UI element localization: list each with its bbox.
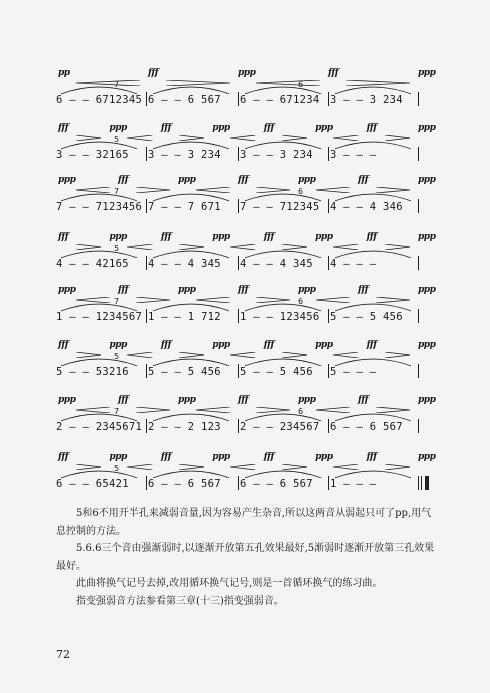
diminuendo-hairpin bbox=[282, 455, 307, 461]
notes-text bbox=[56, 505, 436, 610]
slur bbox=[60, 244, 138, 256]
crescendo-hairpin bbox=[196, 288, 230, 294]
final-bar-thin bbox=[421, 476, 422, 490]
bar-line bbox=[146, 309, 147, 323]
dynamic-mark: ppp bbox=[418, 232, 436, 242]
slur bbox=[152, 464, 230, 476]
measure-notes: 5 — — 5 456 bbox=[240, 366, 313, 378]
measure-notes: 6 — — 6 567 bbox=[148, 94, 221, 106]
measure-notes: 7 — — 7123456 bbox=[56, 201, 143, 213]
measure-notes: 4 — — 4 345 bbox=[240, 258, 313, 270]
dynamic-mark: fff bbox=[148, 68, 159, 78]
dynamic-mark: ppp bbox=[58, 395, 76, 405]
measure-notes: 6 — — 6712345 bbox=[56, 94, 143, 106]
bar-line bbox=[146, 476, 147, 490]
staff-row bbox=[0, 340, 490, 392]
crescendo-hairpin bbox=[333, 126, 358, 132]
bar-line bbox=[328, 92, 329, 106]
crescendo-hairpin bbox=[196, 398, 230, 404]
measure-notes: 1 — — 1 712 bbox=[148, 311, 221, 323]
diminuendo-hairpin bbox=[256, 398, 290, 404]
diminuendo-hairpin bbox=[376, 288, 410, 294]
dynamic-mark: ppp bbox=[58, 175, 76, 185]
bar-line bbox=[238, 92, 239, 106]
dynamic-mark: ppp bbox=[315, 123, 333, 133]
measure-notes: 1 — — 123456 bbox=[240, 311, 320, 323]
tuplet-number: 6 bbox=[298, 80, 304, 89]
diminuendo-hairpin bbox=[179, 343, 204, 349]
bar-line bbox=[238, 419, 239, 433]
measure-notes: 5 — — 53216 bbox=[56, 366, 129, 378]
dynamic-mark: ppp bbox=[238, 68, 256, 78]
slur bbox=[60, 407, 138, 419]
dynamic-mark: ppp bbox=[109, 232, 127, 242]
crescendo-hairpin bbox=[196, 178, 230, 184]
dynamic-mark: fff bbox=[238, 175, 249, 185]
bar-line bbox=[328, 199, 329, 213]
dynamic-mark: fff bbox=[366, 232, 377, 242]
dynamic-mark: fff bbox=[366, 340, 377, 350]
slur bbox=[334, 407, 412, 419]
dynamic-mark: fff bbox=[118, 175, 129, 185]
dynamic-mark: ppp bbox=[315, 340, 333, 350]
note-paragraph-3: 此曲将换气记号去掉,改用循环换气记号,则是一首循环换气的练习曲。 bbox=[76, 578, 383, 589]
diminuendo-hairpin bbox=[346, 71, 410, 77]
slur bbox=[334, 187, 412, 199]
diminuendo-hairpin bbox=[376, 398, 410, 404]
dynamic-mark: ppp bbox=[178, 395, 196, 405]
measure-notes: 5 — — 5 456 bbox=[148, 366, 221, 378]
slur bbox=[334, 135, 412, 147]
diminuendo-hairpin bbox=[76, 235, 101, 241]
measure-notes: 3 — — 3 234 bbox=[330, 94, 403, 106]
crescendo-hairpin bbox=[127, 126, 152, 132]
slur bbox=[334, 352, 412, 364]
tuplet-number: 5 bbox=[114, 135, 120, 144]
tuplet-number: 7 bbox=[114, 80, 120, 89]
staff-row bbox=[0, 68, 490, 120]
tuplet-number: 6 bbox=[298, 187, 304, 196]
note-paragraph-4: 指变强弱音方法参看第三章(十三)指变强弱音。 bbox=[76, 595, 284, 607]
dynamic-mark: fff bbox=[263, 452, 274, 462]
diminuendo-hairpin bbox=[76, 343, 101, 349]
tuplet-number: 7 bbox=[114, 297, 120, 306]
measure-notes: 6 — — 6 567 bbox=[330, 421, 403, 433]
bar-line bbox=[328, 147, 329, 161]
dynamic-mark: fff bbox=[118, 395, 129, 405]
bar-line bbox=[418, 199, 419, 213]
dynamic-mark: ppp bbox=[212, 340, 230, 350]
dynamic-mark: fff bbox=[58, 340, 69, 350]
slur bbox=[334, 297, 412, 309]
dynamic-mark: fff bbox=[358, 175, 369, 185]
crescendo-hairpin bbox=[256, 71, 320, 77]
dynamic-mark: fff bbox=[366, 452, 377, 462]
bar-line bbox=[328, 256, 329, 270]
measure-notes: 3 — — 3 234 bbox=[148, 149, 221, 161]
measure-notes: 7 — — 7 671 bbox=[148, 201, 221, 213]
measure-notes: 7 — — 712345 bbox=[240, 201, 320, 213]
diminuendo-hairpin bbox=[385, 343, 410, 349]
dynamic-mark: ppp bbox=[109, 452, 127, 462]
note-paragraph-1: 5和6不用开半孔来减弱音量,因为容易产生杂音,所以这两音从弱起只可了pp,用气息控制的方法。 bbox=[56, 508, 432, 537]
bar-line bbox=[418, 92, 419, 106]
staff-row bbox=[0, 175, 490, 227]
diminuendo-hairpin bbox=[256, 288, 290, 294]
tuplet-number: 6 bbox=[298, 297, 304, 306]
crescendo-hairpin bbox=[316, 178, 350, 184]
measure-notes: 6 — — 6 567 bbox=[148, 478, 221, 490]
dynamic-mark: fff bbox=[58, 123, 69, 133]
measure-notes: 1 — — — bbox=[330, 478, 377, 490]
crescendo-hairpin bbox=[333, 235, 358, 241]
dynamic-mark: fff bbox=[160, 232, 171, 242]
dynamic-mark: fff bbox=[58, 452, 69, 462]
diminuendo-hairpin bbox=[282, 126, 307, 132]
diminuendo-hairpin bbox=[282, 235, 307, 241]
diminuendo-hairpin bbox=[179, 235, 204, 241]
bar-line bbox=[146, 92, 147, 106]
slur bbox=[244, 187, 322, 199]
dynamic-mark: fff bbox=[238, 285, 249, 295]
diminuendo-hairpin bbox=[76, 455, 101, 461]
crescendo-hairpin bbox=[127, 455, 152, 461]
diminuendo-hairpin bbox=[179, 126, 204, 132]
crescendo-hairpin bbox=[76, 288, 110, 294]
bar-line bbox=[418, 476, 419, 490]
slur bbox=[152, 244, 230, 256]
measure-notes: 6 — — 671234 bbox=[240, 94, 320, 106]
diminuendo-hairpin bbox=[136, 178, 170, 184]
bar-line bbox=[238, 256, 239, 270]
crescendo-hairpin bbox=[230, 126, 255, 132]
diminuendo-hairpin bbox=[166, 71, 230, 77]
tuplet-number: 5 bbox=[114, 352, 120, 361]
crescendo-hairpin bbox=[333, 343, 358, 349]
dynamic-mark: fff bbox=[160, 123, 171, 133]
crescendo-hairpin bbox=[316, 398, 350, 404]
slur bbox=[244, 407, 322, 419]
dynamic-mark: fff bbox=[118, 285, 129, 295]
tuplet-number: 5 bbox=[114, 464, 120, 473]
crescendo-hairpin bbox=[76, 71, 140, 77]
measure-notes: 2 — — 2 123 bbox=[148, 421, 221, 433]
bar-line bbox=[146, 364, 147, 378]
diminuendo-hairpin bbox=[385, 126, 410, 132]
crescendo-hairpin bbox=[316, 288, 350, 294]
bar-line bbox=[238, 476, 239, 490]
measure-notes: 6 — — 65421 bbox=[56, 478, 129, 490]
diminuendo-hairpin bbox=[282, 343, 307, 349]
dynamic-mark: ppp bbox=[298, 175, 316, 185]
crescendo-hairpin bbox=[76, 398, 110, 404]
bar-line bbox=[418, 147, 419, 161]
slur bbox=[152, 297, 230, 309]
slur bbox=[60, 187, 138, 199]
staff-row bbox=[0, 232, 490, 284]
dynamic-mark: ppp bbox=[212, 123, 230, 133]
diminuendo-hairpin bbox=[136, 288, 170, 294]
dynamic-mark: fff bbox=[263, 123, 274, 133]
crescendo-hairpin bbox=[127, 343, 152, 349]
measure-notes: 3 — — — bbox=[330, 149, 377, 161]
page-number: 72 bbox=[56, 648, 70, 661]
staff-row bbox=[0, 123, 490, 175]
dynamic-mark: ppp bbox=[298, 285, 316, 295]
bar-line bbox=[238, 199, 239, 213]
bar-line bbox=[146, 419, 147, 433]
bar-line bbox=[146, 199, 147, 213]
dynamic-mark: fff bbox=[358, 285, 369, 295]
measure-notes: 6 — — 6 567 bbox=[240, 478, 313, 490]
dynamic-mark: ppp bbox=[418, 452, 436, 462]
dynamic-mark: fff bbox=[160, 340, 171, 350]
dynamic-mark: ppp bbox=[178, 175, 196, 185]
slur bbox=[244, 464, 322, 476]
bar-line bbox=[328, 309, 329, 323]
slur bbox=[334, 464, 412, 476]
measure-notes: 5 — — 5 456 bbox=[330, 311, 403, 323]
crescendo-hairpin bbox=[230, 455, 255, 461]
measure-notes: 3 — — 3 234 bbox=[240, 149, 313, 161]
slur bbox=[152, 187, 230, 199]
measure-notes: 5 — — — bbox=[330, 366, 377, 378]
diminuendo-hairpin bbox=[136, 398, 170, 404]
dynamic-mark: ppp bbox=[418, 285, 436, 295]
dynamic-mark: ppp bbox=[315, 452, 333, 462]
bar-line bbox=[418, 309, 419, 323]
slur bbox=[334, 80, 412, 92]
dynamic-mark: fff bbox=[263, 340, 274, 350]
slur bbox=[60, 80, 138, 92]
bar-line bbox=[146, 256, 147, 270]
tuplet-number: 7 bbox=[114, 187, 120, 196]
dynamic-mark: ppp bbox=[109, 340, 127, 350]
dynamic-mark: ppp bbox=[315, 232, 333, 242]
tuplet-number: 5 bbox=[114, 244, 120, 253]
diminuendo-hairpin bbox=[256, 178, 290, 184]
dynamic-mark: ppp bbox=[298, 395, 316, 405]
staff-row bbox=[0, 285, 490, 337]
dynamic-mark: fff bbox=[366, 123, 377, 133]
staff-row bbox=[0, 452, 490, 504]
bar-line bbox=[146, 147, 147, 161]
slur bbox=[152, 135, 230, 147]
bar-line bbox=[328, 419, 329, 433]
slur bbox=[244, 244, 322, 256]
dynamic-mark: ppp bbox=[418, 340, 436, 350]
slur bbox=[60, 135, 138, 147]
measure-notes: 2 — — 2345671 bbox=[56, 421, 143, 433]
staff-row bbox=[0, 395, 490, 447]
dynamic-mark: fff bbox=[238, 395, 249, 405]
dynamic-mark: pp bbox=[58, 68, 70, 78]
slur bbox=[152, 352, 230, 364]
dynamic-mark: fff bbox=[58, 232, 69, 242]
slur bbox=[244, 80, 322, 92]
dynamic-mark: ppp bbox=[178, 285, 196, 295]
measure-notes: 4 — — — bbox=[330, 258, 377, 270]
bar-line bbox=[418, 256, 419, 270]
dynamic-mark: ppp bbox=[212, 452, 230, 462]
crescendo-hairpin bbox=[76, 178, 110, 184]
tuplet-number: 6 bbox=[298, 407, 304, 416]
slur bbox=[244, 297, 322, 309]
measure-notes: 4 — — 42165 bbox=[56, 258, 129, 270]
crescendo-hairpin bbox=[333, 455, 358, 461]
slur bbox=[244, 135, 322, 147]
diminuendo-hairpin bbox=[76, 126, 101, 132]
dynamic-mark: fff bbox=[263, 232, 274, 242]
slur bbox=[60, 297, 138, 309]
slur bbox=[244, 352, 322, 364]
diminuendo-hairpin bbox=[179, 455, 204, 461]
slur bbox=[60, 352, 138, 364]
dynamic-mark: ppp bbox=[418, 175, 436, 185]
bar-line bbox=[238, 147, 239, 161]
crescendo-hairpin bbox=[127, 235, 152, 241]
slur bbox=[152, 407, 230, 419]
measure-notes: 1 — — 1234567 bbox=[56, 311, 143, 323]
bar-line bbox=[238, 309, 239, 323]
dynamic-mark: ppp bbox=[418, 68, 436, 78]
bar-line bbox=[418, 419, 419, 433]
diminuendo-hairpin bbox=[376, 178, 410, 184]
dynamic-mark: ppp bbox=[418, 123, 436, 133]
diminuendo-hairpin bbox=[385, 455, 410, 461]
bar-line bbox=[328, 364, 329, 378]
slur bbox=[152, 80, 230, 92]
measure-notes: 4 — — 4 345 bbox=[148, 258, 221, 270]
slur bbox=[334, 244, 412, 256]
dynamic-mark: ppp bbox=[58, 285, 76, 295]
bar-line bbox=[238, 364, 239, 378]
dynamic-mark: ppp bbox=[212, 232, 230, 242]
dynamic-mark: fff bbox=[328, 68, 339, 78]
tuplet-number: 7 bbox=[114, 407, 120, 416]
measure-notes: 4 — — 4 346 bbox=[330, 201, 403, 213]
slur bbox=[60, 464, 138, 476]
note-paragraph-2: 5.6.6三个音由强渐弱时,以逐渐开放第五孔效果最好,5渐弱时逐渐开放第三孔效果最好。 bbox=[56, 543, 435, 572]
dynamic-mark: ppp bbox=[109, 123, 127, 133]
measure-notes: 2 — — 234567 bbox=[240, 421, 320, 433]
bar-line bbox=[418, 364, 419, 378]
crescendo-hairpin bbox=[230, 235, 255, 241]
crescendo-hairpin bbox=[230, 343, 255, 349]
final-bar-thick bbox=[425, 476, 429, 490]
diminuendo-hairpin bbox=[385, 235, 410, 241]
dynamic-mark: ppp bbox=[418, 395, 436, 405]
bar-line bbox=[328, 476, 329, 490]
measure-notes: 3 — — 32165 bbox=[56, 149, 129, 161]
dynamic-mark: fff bbox=[160, 452, 171, 462]
dynamic-mark: fff bbox=[358, 395, 369, 405]
